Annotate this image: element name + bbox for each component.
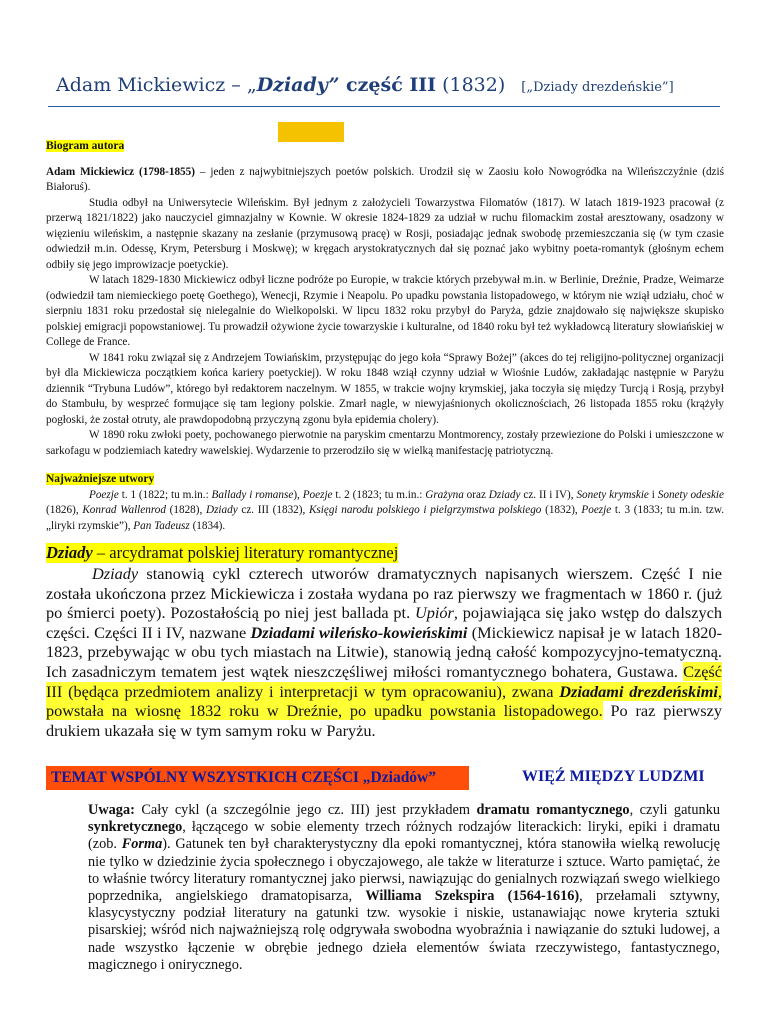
biogram-paragraph-3: W latach 1829-1830 Mickiewicz odbył liczne podróże po Europie, w trakcie których przebywał m.in. w Berlinie, Dreźnie, Pradze, Weimarze (odwiedził tam niemieckiego poetę Goethego), Wenecji, Rzymie i Neapolu. Po upadku powstania listopadowego, w którym nie wziął udziału, choć w sierpniu 1831 roku przedostał się nielegalnie do Wielkopolski. W lipcu 1832 roku przybył do Paryża, gdzie znajdowało się największe skupisko polskiej emigracji popowstaniowej. Tu prowadził ożywione życie towarzyskie i kulturalne, od 1840 roku był też wykładowcą literatury słowiańskiej w College de France. [46,274,724,348]
biogram-paragraph-1: Adam Mickiewicz (1798-1855) – jeden z najwybitniejszych poetów polskich. Urodził się w Zaosiu koło Nowogródka na Wileńszczyźnie (dziś Białoruś). [46,165,724,193]
page-title: Adam Mickiewicz – „Dziady” część III (1832) [„Dziady drezdeńskie”] [56,74,674,96]
common-theme-banner: TEMAT WSPÓLNY WSZYSTKICH CZĘŚCI „Dziadów” [46,766,469,790]
biogram-heading: Biogram autora [46,140,125,152]
biogram-section [46,139,724,459]
works-section [46,472,724,534]
works-heading: Najważniejsze utwory [46,473,155,485]
works-list: Poezje t. 1 (1822; tu m.in.: Ballady i romanse), Poezje t. 2 (1823; tu m.in.: Grażyna oraz Dziady cz. II i IV), Sonety krymskie i Sonety odeskie (1826), Konrad Wallenrod (1828), Dziady cz. III (1832), Księgi narodu polskiego i pielgrzymstwa polskiego (1832), Poezje t. 3 (1833; tu m.in. tzw. „liryki rzymskie”), Pan Tadeusz (1834). [46,488,724,532]
arcydramat-paragraph: Dziady stanowią cykl czterech utworów dramatycznych napisanych wierszem. Część I nie została ukończona przez Mickiewicza i została wydana po raz pierwszy we fragmentach w 1860 r. (już po śmierci poety). Pozostałością po niej jest ballada pt. Upiór, pojawiająca się jako wstęp do dalszych części. Części II i IV, nazwane Dziadami wileńsko-kowieńskimi (Mickiewicz napisał je w latach 1820-1823, przebywając w obu tych miastach na Litwie), stanowią jedną całość kompozycyjno-tematyczną. Ich zasadniczym tematem jest wątek nieszczęśliwej miłości romantycznego bohatera, Gustawa. Część III (będąca przedmiotem analizy i interpretacji w tym opracowaniu), zwana Dziadami drezdeńskimi, powstała na wiosnę 1832 roku w Dreźnie, po upadku powstania listopadowego. Po raz pierwszy drukiem ukazała się w tym samym roku w Paryżu. [46,564,723,740]
title-bar [48,70,720,107]
arcydramat-heading: Dziady – arcydramat polskiej literatury romantycznej [46,543,399,562]
note-paragraph: Uwaga: Cały cykl (a szczególnie jego cz. III) jest przykładem dramatu romantycznego, czyli gatunku synkretycznego, łączącego w sobie elementy trzech różnych rodzajów literackich: liryki, epiki i dramatu (zob. Forma). Gatunek ten był charakterystyczny dla epoki romantycznej, która stanowiła wielką rewolucję nie tylko w dziedzinie życia społecznego i obyczajowego, ale także w literaturze i sztuce. Warto pamiętać, że to właśnie twórcy literatury romantycznej jako pierwsi, nawiązując do genialnych rozwiązań swego wielkiego poprzednika, angielskiego dramatopisarza, Williama Szekspira (1564-1616), przełamali sztywny, klasycystyczny podział literatury na gatunki tzw. wysokie i niskie, ustanawiając nowe kryteria sztuki pisarskiej; wśród nich najważniejszą rolę odgrywała swobodna wyobraźnia i nawiązanie do sztuki ludowej, a nade wszystko łączenie w obrębie jednego dzieła elementów świata rzeczywistego, fantastycznego, magicznego i onirycznego. [88,802,721,973]
biogram-paragraph-4: W 1841 roku związał się z Andrzejem Towiańskim, przystępując do jego koła “Sprawy Bożej” (akces do tej religijno-politycznej organizacji był dla Mickiewicza początkiem końca kariery poetyckiej). W roku 1848 wziął czynny udział w Wiośnie Ludów, zakładając następnie w Paryżu dziennik “Trybuna Ludów”, którego był redaktorem naczelnym. W 1855, w trakcie wojny krymskiej, jaka toczyła się między Turcją i Rosją, przybył do Stambułu, by wesprzeć formujące się tam legiony polskie. Zmarł nagle, w niewyjaśnionych okolicznościach, 26 listopada 1855 roku (krążyły pogłoski, że został otruty, ale prawdopodobną przyczyną zgonu była epidemia cholery). [46,351,724,426]
bond-between-people-label: WIĘŹ MIĘDZY LUDZMI [522,768,705,785]
page-subtitle: [„Dziady drezdeńskie”] [521,80,674,95]
biogram-paragraph-5: W 1890 roku zwłoki poety, pochowanego pierwotnie na paryskim cmentarzu Montmorency, zostały przewiezione do Polski i umieszczone w sarkofagu w podziemiach katedry wawelskiej. Wydarzenie to przerodziło się w wielką manifestację patriotyczną. [46,429,724,457]
biogram-paragraph-2: Studia odbył na Uniwersytecie Wileńskim. Był jednym z założycieli Towarzystwa Filomatów (1817). W latach 1819-1923 pracował (z przerwą 1821/1822) jako nauczyciel gimnazjalny w Kownie. W okresie 1824-1829 za udział w ruchu filomackim został aresztowany, osadzony w więzieniu wileńskim, a następnie skazany na zesłanie (przymusową pracę) w Rosji, posiadając jednak swobodę przemieszczania się (w tym czasie odwiedził m.in. Odessę, Krym, Petersburg i Moskwę); w kręgach arystokratycznych dał się poznać jako wybitny poeta-romantyk (głośnym echem odbiły się jego improwizacje poetyckie). [46,196,724,271]
